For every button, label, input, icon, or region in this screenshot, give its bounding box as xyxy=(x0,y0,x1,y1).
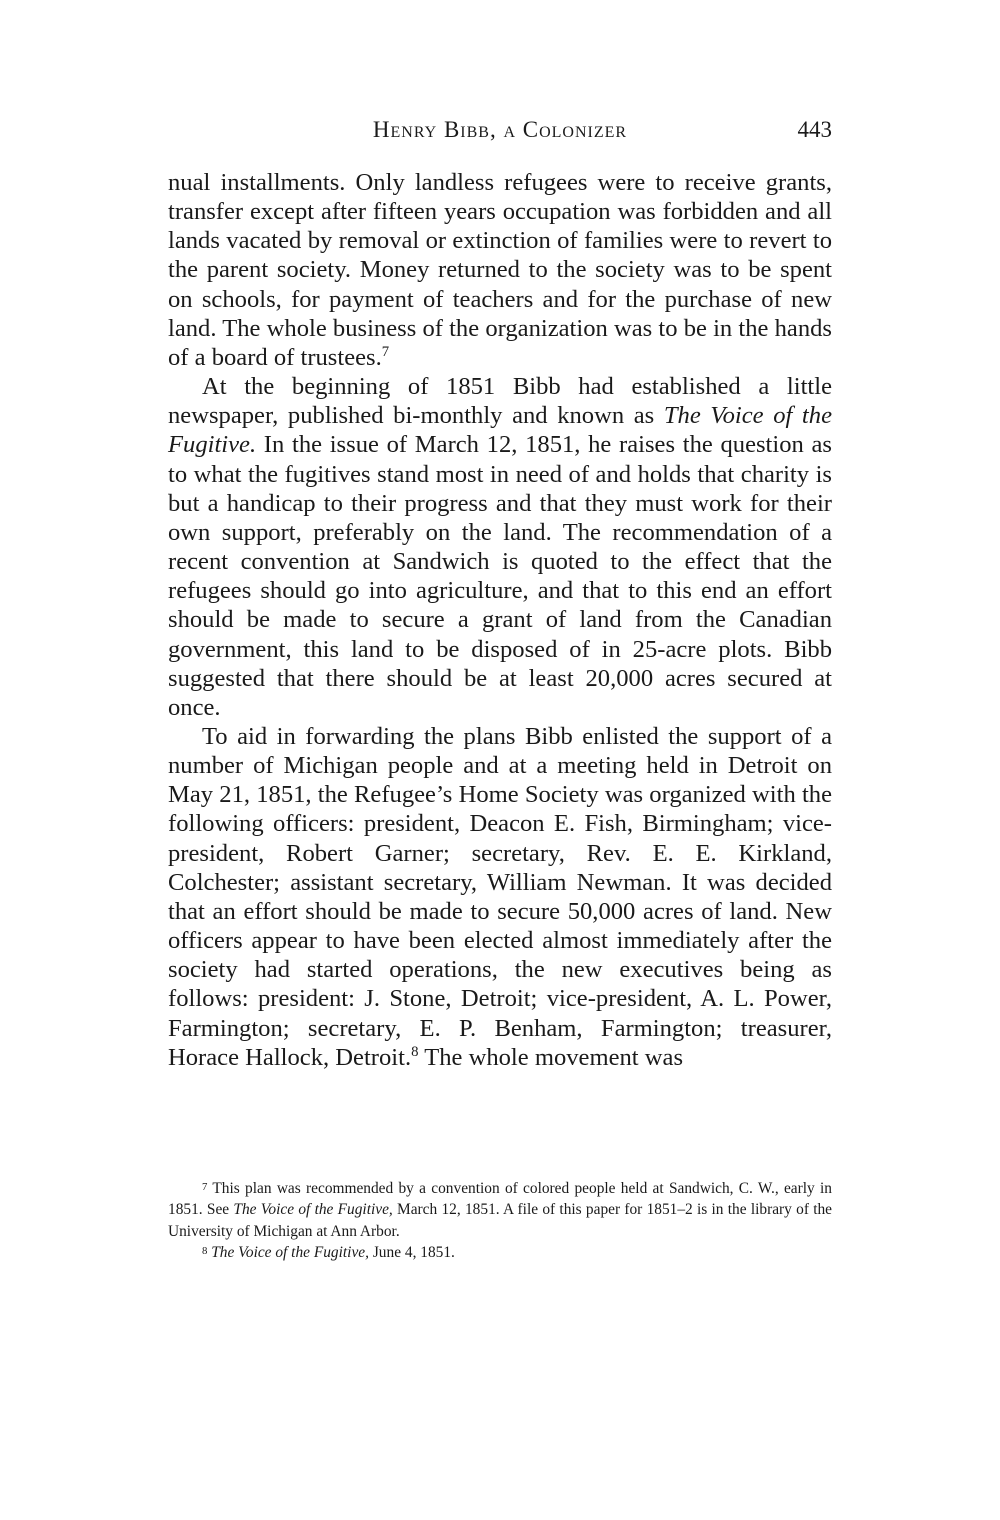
footnote-8-text: June 4, 1851. xyxy=(368,1243,455,1261)
footnote-7-title: The Voice of the Fugitive, xyxy=(233,1201,393,1219)
footnote-7-text-a: This plan was recommended by a convention of colored people held at Sandwich, C. W., early in 1851. See xyxy=(168,1180,832,1219)
footnote-7 xyxy=(168,1178,832,1242)
paragraph-3 xyxy=(168,722,832,1072)
body-text xyxy=(168,168,832,1072)
footnote-8 xyxy=(168,1242,832,1263)
paragraph-3-text-b: The whole movement was xyxy=(418,1043,684,1071)
footnote-7-text-b: March 12, 1851. A file of this paper for 1851–2 is in the library of the University of Michigan at Ann Arbor. xyxy=(168,1201,833,1240)
footnote-8-number: 8 xyxy=(202,1244,208,1257)
paragraph-1-text: nual installments. Only landless refugees were to receive grants, transfer except after fifteen years occupation was forbidden and all lands vacated by removal or extinction of families were to revert to the parent society. Money returned to the society was to be spent on schools, for payment of teachers and for the purchase of new land. The whole business of the organization was to be in the hands of a board of trustees. xyxy=(168,169,832,371)
running-head xyxy=(168,112,832,148)
footnote-ref-7: 7 xyxy=(381,343,390,360)
paragraph-2-text-b: In the issue of March 12, 1851, he raises the question as to what the fugitives stand most in need of and holds that charity is but a handicap to their progress and that they must work for their own support, preferably on the land. The recommendation of a recent convention at Sandwich is quoted to the effect that the refugees should go into agriculture, and that to this end an effort should be made to secure a grant of land from the Canadian government, this land to be disposed of in 25-acre plots. Bibb suggested that there should be at least 20,000 acres secured at once. xyxy=(168,431,832,721)
footnotes xyxy=(168,1178,832,1263)
paragraph-1 xyxy=(168,168,832,372)
footnote-ref-8: 8 xyxy=(411,1043,419,1060)
paragraph-2 xyxy=(168,372,832,722)
paragraph-2-text-a: At the beginning of 1851 Bibb had established a little newspaper, published bi-monthly and known as xyxy=(168,373,832,430)
page-number: 443 xyxy=(797,117,832,142)
footnote-8-title: The Voice of the Fugitive, xyxy=(211,1243,369,1261)
paragraph-3-text-a: To aid in forwarding the plans Bibb enlisted the support of a number of Michigan people and at a meeting held in Detroit on May 21, 1851, the Refugee’s Home Society was organized with the following officers: president, Deacon E. Fish, Birmingham; vice-president, Robert Garner; secretary, Rev. E. E. Kirkland, Colchester; assistant secretary, William Newman. It was decided that an effort should be made to secure 50,000 acres of land. New officers appear to have been elected almost immediately after the society had started operations, the new executives being as follows: president: J. Stone, Detroit; vice-president, A. L. Power, Farmington; secretary, E. P. Benham, Farmington; treasurer, Horace Hallock, Detroit. xyxy=(168,722,832,1071)
newspaper-title: The Voice of the Fugitive. xyxy=(168,402,832,459)
running-title: Henry Bibb, a Colonizer xyxy=(372,117,628,142)
footnote-7-number: 7 xyxy=(202,1180,208,1193)
